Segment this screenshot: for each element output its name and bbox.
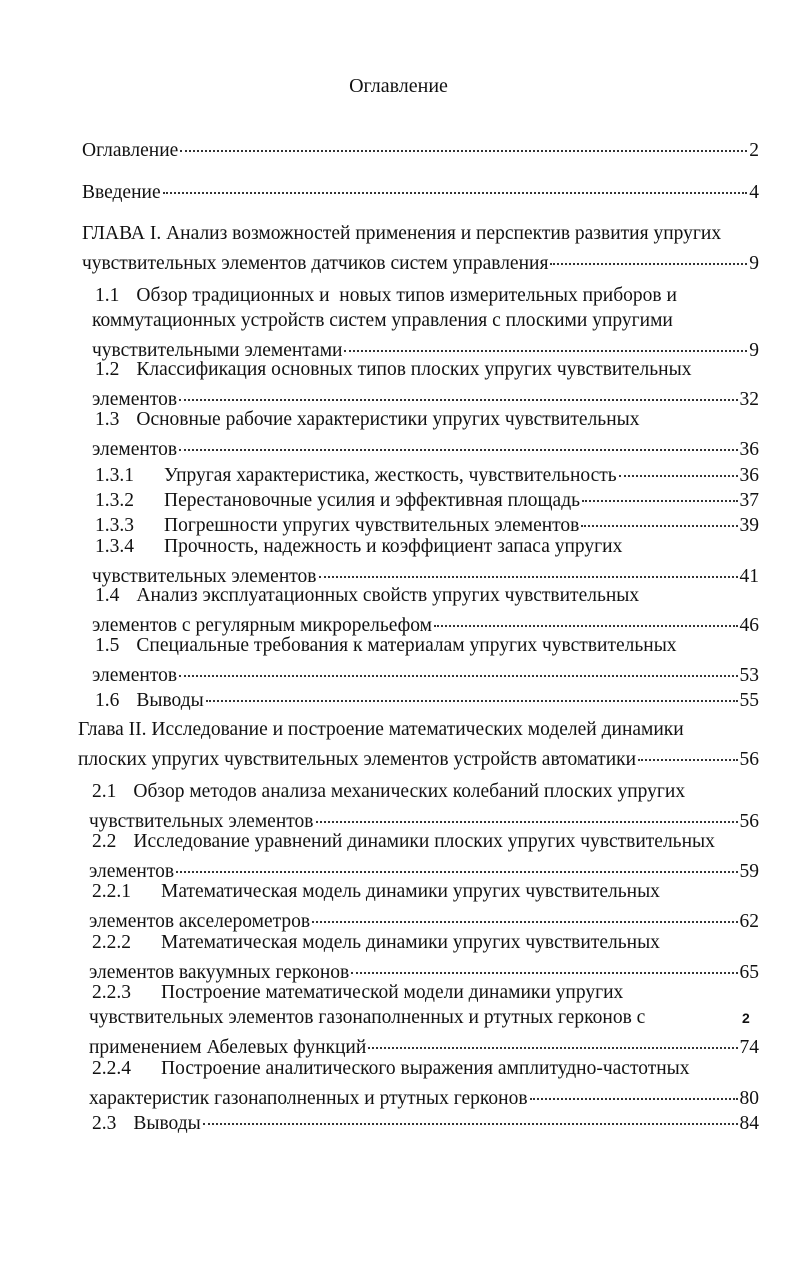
toc-entry-number: 1.4	[95, 585, 120, 606]
toc-entry-title: чувствительных элементов датчиков систем управления	[82, 252, 549, 274]
dot-leader	[316, 801, 738, 823]
dot-leader	[619, 455, 738, 477]
toc-entry-page: 9	[749, 339, 759, 361]
toc-entry-line	[89, 905, 759, 930]
toc-entry-title: Выводы	[133, 1112, 201, 1134]
toc-entry-page: 56	[739, 748, 759, 770]
toc-entry-title: Обзор традиционных и новых типов измерительных приборов и	[136, 285, 677, 306]
toc-entry-number: 2.2	[92, 831, 117, 852]
toc-entry-line	[89, 1031, 759, 1056]
dot-leader	[203, 1103, 738, 1125]
dot-leader	[179, 429, 737, 451]
toc-entry	[82, 222, 759, 272]
toc-entry-page: 41	[739, 565, 759, 587]
toc-entry-page: 9	[749, 252, 759, 274]
toc-entry	[89, 780, 759, 832]
toc-entry-page: 46	[739, 614, 759, 636]
toc-entry-line	[78, 743, 759, 768]
toc-entry-title: элементов	[92, 388, 178, 410]
toc-entry-number: 2.1	[92, 781, 117, 802]
toc-entry-number: 1.5	[95, 635, 120, 656]
dot-leader	[312, 901, 737, 923]
toc-entry-page: 2	[749, 139, 759, 161]
toc-entry-line	[82, 247, 759, 272]
toc-entry	[82, 134, 759, 159]
toc-entry	[89, 830, 759, 882]
toc-entry-title: Обзор методов анализа механических колебаний плоских упругих	[133, 781, 686, 802]
toc-entry-title: элементов	[89, 860, 175, 882]
toc-entry-line	[82, 176, 759, 201]
toc-entry-title: чувствительных элементов	[92, 565, 317, 587]
toc-entry-page: 80	[739, 1087, 759, 1109]
toc-entry-line	[95, 284, 759, 309]
toc-entry-number: 2.2.4	[92, 1058, 131, 1079]
toc-entry-page: 74	[739, 1036, 759, 1058]
dot-leader	[638, 739, 737, 761]
dot-leader	[180, 130, 747, 152]
toc-entry-title: коммутационных устройств систем управления с плоскими упругими	[92, 310, 673, 331]
toc-entry	[95, 509, 759, 534]
toc-entry	[92, 1107, 759, 1132]
toc-entry-title: Математическая модель динамики упругих чувствительных	[161, 881, 660, 902]
toc-entry-line	[92, 609, 759, 634]
dot-leader	[582, 480, 737, 502]
toc-entry-line	[89, 805, 759, 830]
toc-entry-line	[82, 134, 759, 159]
toc-entry-title: Выводы	[136, 689, 204, 711]
dot-leader	[351, 952, 737, 974]
toc-entry-title: Анализ эксплуатационных свойств упругих чувствительных	[136, 585, 640, 606]
toc-entry-line	[89, 956, 759, 981]
toc-entry-number: 1.6	[95, 689, 120, 711]
dot-leader	[179, 379, 737, 401]
toc-entry-page: 59	[739, 860, 759, 882]
toc-entry-title: плоских упругих чувствительных элементов устройств автоматики	[78, 748, 637, 770]
dot-leader	[530, 1078, 738, 1100]
toc-entry-title: характеристик газонаполненных и ртутных герконов	[89, 1087, 528, 1109]
toc-entry	[89, 880, 759, 932]
toc-entry-title: Погрешности упругих чувствительных элементов	[164, 514, 580, 536]
toc-entry-number: 1.1	[95, 285, 120, 306]
dot-leader	[581, 505, 737, 527]
toc-entry-title: элементов	[92, 438, 178, 460]
toc-entry-title: Оглавление	[82, 139, 179, 161]
toc-entry-title: элементов с регулярным микрорельефом	[92, 614, 432, 636]
dot-leader	[163, 172, 748, 194]
toc-entry-title: Перестановочные усилия и эффективная площадь	[164, 489, 581, 511]
toc-entry-line	[92, 383, 759, 408]
page-number: 2	[742, 1010, 750, 1026]
dot-leader	[206, 680, 738, 702]
toc-entry-title: чувствительных элементов	[89, 810, 314, 832]
toc-entry-page: 84	[739, 1112, 759, 1134]
toc-entry-title: Математическая модель динамики упругих чувствительных	[161, 932, 660, 953]
toc-entry-page: 37	[739, 489, 759, 511]
dot-leader	[368, 1027, 737, 1049]
toc-entry-page: 56	[739, 810, 759, 832]
toc-entry	[95, 684, 759, 709]
toc-entry-page: 55	[739, 689, 759, 711]
toc-entry-number: 2.2.1	[92, 881, 131, 902]
toc-entry-title: Классификация основных типов плоских упругих чувствительных	[136, 359, 692, 380]
toc-entry	[92, 634, 759, 686]
toc-entry	[92, 535, 759, 587]
toc-entry	[89, 931, 759, 983]
toc-entry-number: 2.2.3	[92, 982, 131, 1003]
toc-entry-line	[89, 855, 759, 880]
toc-entry-page: 65	[739, 961, 759, 983]
toc-entry	[89, 981, 759, 1058]
toc-entry	[92, 408, 759, 460]
toc-entry-line	[95, 684, 759, 709]
toc-entry-title: Прочность, надежность и коэффициент запаса упругих	[164, 536, 623, 557]
toc-entry-page: 62	[739, 910, 759, 932]
toc-entry-page: 32	[739, 388, 759, 410]
toc-entry-number: 2.2.2	[92, 932, 131, 953]
toc-entry-title: ГЛАВА I. Анализ возможностей применения и перспектив развития упругих	[82, 223, 722, 244]
toc-entry-title: элементов	[92, 664, 178, 686]
toc-entry-title: Построение аналитического выражения амплитудно-частотных	[161, 1058, 690, 1079]
toc-entry-page: 53	[739, 664, 759, 686]
toc-entry-number: 2.3	[92, 1112, 117, 1134]
toc-entry-title: применением Абелевых функций	[89, 1036, 367, 1058]
toc-entry-number: 1.3.1	[95, 464, 134, 486]
toc-entry-title: чувствительными элементами	[92, 339, 343, 361]
toc-entry-title: Введение	[82, 181, 161, 203]
dot-leader	[434, 605, 738, 627]
toc-entry-title: Специальные требования к материалам упругих чувствительных	[136, 635, 677, 656]
toc-entry-page: 39	[739, 514, 759, 536]
toc-entry-title: Основные рабочие характеристики упругих чувствительных	[136, 409, 640, 430]
toc-entry-title: элементов акселерометров	[89, 910, 311, 932]
toc-entry-number: 1.3.3	[95, 514, 134, 536]
toc-entry-title: чувствительных элементов газонаполненных и ртутных герконов с	[89, 1007, 646, 1028]
toc-entry-line	[95, 509, 759, 534]
toc-entry-line	[92, 334, 759, 359]
toc-entry-line	[92, 1107, 759, 1132]
toc-entry-number: 1.3.2	[95, 489, 134, 511]
dot-leader	[344, 330, 747, 352]
toc-entry	[78, 718, 759, 768]
toc-entry	[92, 584, 759, 636]
toc-entry-title: Глава II. Исследование и построение математических моделей динамики	[78, 719, 684, 740]
toc-entry-page: 4	[749, 181, 759, 203]
dot-leader	[319, 556, 738, 578]
toc-entry-title: Упругая характеристика, жесткость, чувствительность	[164, 464, 617, 486]
dot-leader	[176, 851, 737, 873]
toc-entry-title: элементов вакуумных герконов	[89, 961, 350, 983]
page-title: Оглавление	[349, 75, 448, 97]
toc-entry-title: Построение математической модели динамики упругих	[161, 982, 624, 1003]
toc-entry-number: 1.3	[95, 409, 120, 430]
toc-entry-page: 36	[739, 438, 759, 460]
toc-entry-line	[92, 560, 759, 585]
toc-entry	[82, 176, 759, 201]
toc-entry	[89, 1057, 759, 1109]
toc-entry-title: Исследование уравнений динамики плоских упругих чувствительных	[133, 831, 715, 852]
toc-entry-line	[92, 981, 759, 1006]
toc-entry	[92, 358, 759, 410]
toc-entry-number: 1.2	[95, 359, 120, 380]
toc-entry-number: 1.3.4	[95, 536, 134, 557]
toc-entry-page: 36	[739, 464, 759, 486]
toc-entry	[92, 284, 759, 361]
dot-leader	[179, 655, 737, 677]
dot-leader	[550, 243, 747, 265]
